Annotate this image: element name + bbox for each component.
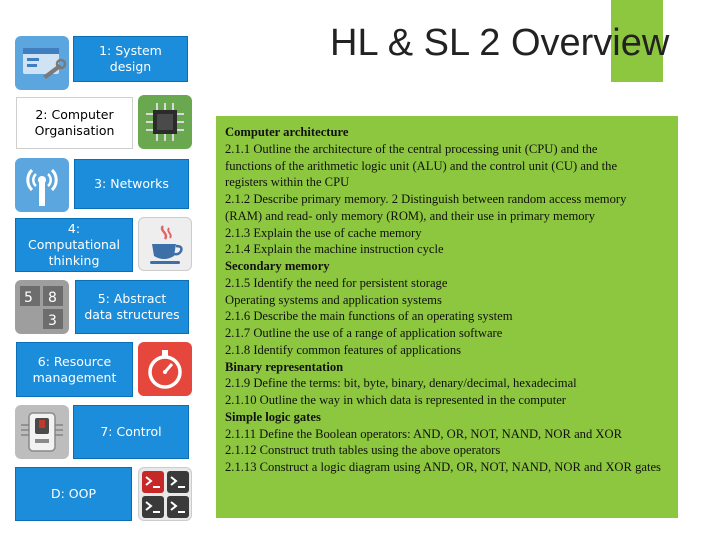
nav-label: 3: Networks (94, 176, 169, 191)
nav-label: 5: Abstract data structures (84, 291, 180, 322)
syllabus-line: 2.1.8 Identify common features of applications (225, 342, 462, 357)
nav-control[interactable] (73, 405, 189, 459)
nav-label: 1: System design (99, 43, 162, 74)
section-heading: Simple logic gates (225, 409, 321, 424)
svg-text:3: 3 (48, 313, 57, 329)
page-title: HL & SL 2 Overview (330, 22, 670, 64)
circuit-chip-icon[interactable] (138, 95, 192, 149)
syllabus-line: 2.1.11 Define the Boolean operators: AND, OR, NOT, NAND, NOR and XOR (225, 426, 622, 441)
terminal-prompt-icon[interactable] (138, 467, 192, 521)
nav-label: 4: Computational thinking (27, 221, 121, 268)
nav-networks[interactable] (74, 159, 189, 209)
syllabus-line: 2.1.4 Explain the machine instruction cycle (225, 242, 444, 257)
java-coffee-icon[interactable] (138, 217, 192, 271)
remote-switch-icon[interactable] (15, 405, 69, 459)
syllabus-line: 2.1.10 Outline the way in which data is represented in the computer (225, 393, 566, 407)
tools-window-icon[interactable] (15, 36, 69, 90)
syllabus-line: 2.1.5 Identify the need for persistent storage (225, 275, 448, 290)
nav-abstract-data-structures[interactable] (75, 280, 189, 334)
nav-resource-management[interactable] (16, 342, 133, 397)
syllabus-line: Operating systems and application systems (225, 292, 442, 307)
nav-label: D: OOP (50, 486, 97, 501)
wireless-antenna-icon[interactable] (15, 158, 69, 212)
syllabus-line: (RAM) and read- only memory (ROM), and their use in primary memory (225, 208, 596, 223)
syllabus-line: 2.1.3 Explain the use of cache memory (225, 225, 422, 240)
syllabus-line: 2.1.9 Define the terms: bit, byte, binary, denary/decimal, hexadecimal (225, 376, 577, 391)
nav-system-design[interactable] (73, 36, 188, 82)
syllabus-line: 2.1.6 Describe the main functions of an operating system (225, 309, 513, 324)
nav-label: 6: Resource management (32, 353, 117, 385)
syllabus-line: 2.1.7 Outline the use of a range of application software (225, 326, 503, 340)
nav-oop[interactable] (15, 467, 132, 521)
stopwatch-icon[interactable] (138, 342, 192, 396)
section-heading: Secondary memory (225, 259, 330, 273)
numbered-tiles-icon[interactable] (15, 280, 69, 334)
nav-label: 2: Computer Organisation (34, 107, 115, 138)
syllabus-line: 2.1.13 Construct a logic diagram using AND, OR, NOT, NAND, NOR and XOR gates (225, 460, 661, 474)
syllabus-line: functions of the arithmetic logic unit (ALU) and the control unit (CU) and the (225, 158, 618, 173)
section-heading: Computer architecture (225, 125, 349, 139)
section-heading: Binary representation (225, 359, 344, 374)
nav-computational-thinking[interactable] (15, 218, 133, 272)
syllabus-line: 2.1.12 Construct truth tables using the above operators (225, 443, 501, 458)
nav-label: 7: Control (100, 424, 162, 439)
nav-computer-organisation[interactable] (16, 97, 133, 149)
syllabus-line: 2.1.1 Outline the architecture of the central processing unit (CPU) and the (225, 141, 598, 156)
svg-text:8: 8 (48, 290, 57, 306)
syllabus-line: registers within the CPU (225, 175, 350, 190)
content-panel (216, 116, 678, 518)
syllabus-line: 2.1.2 Describe primary memory. 2 Distinguish between random access memory (225, 192, 627, 206)
svg-text:5: 5 (24, 290, 33, 306)
